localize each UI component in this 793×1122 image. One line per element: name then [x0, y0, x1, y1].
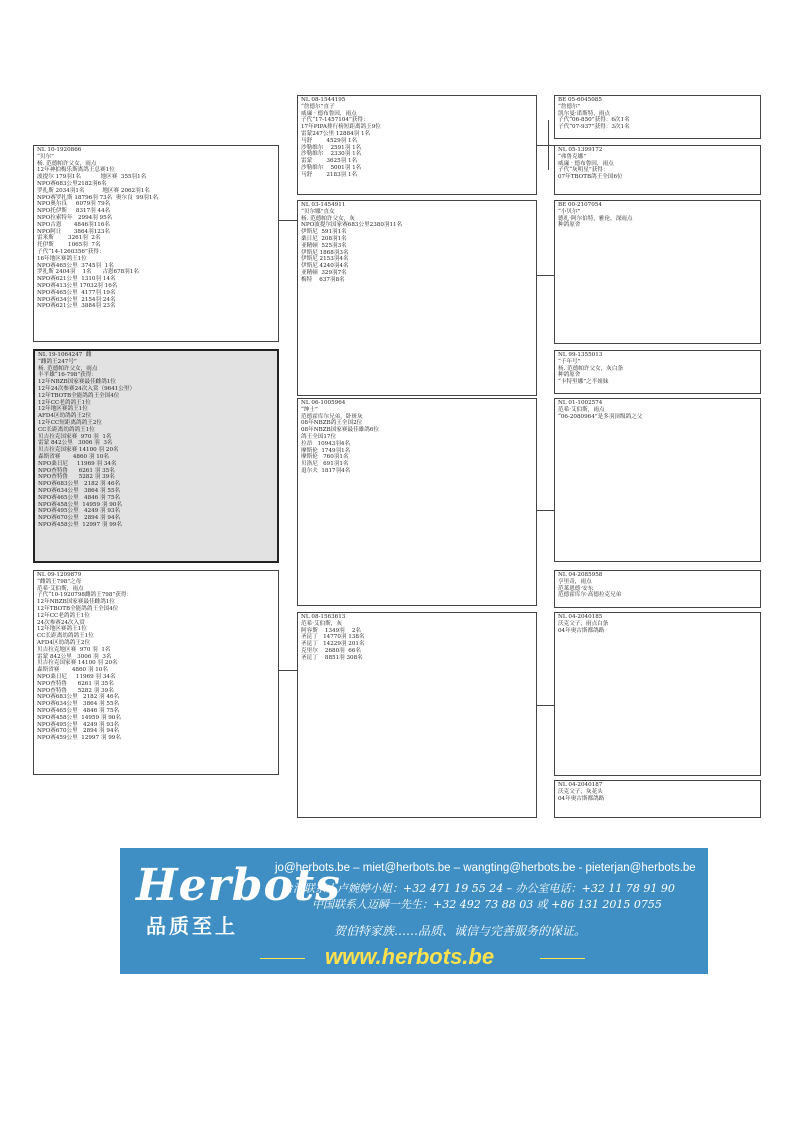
pedigree-line: 范德霍库尔·高德拉克兄弟: [558, 592, 622, 599]
pedigree-line: 12年TBOTB全能鸽鸽王全国4位: [37, 605, 119, 612]
pedigree-line: NPO赛458公里 12997 羽 99名: [38, 521, 122, 528]
pedigree-line: 贝吉拉克国家赛 14100 羽 20名: [38, 447, 119, 454]
connector: [279, 220, 297, 221]
pedigree-line: NPO赛634公里 3864 羽 55名: [37, 701, 120, 708]
sire-dam-card: [297, 200, 537, 396]
pedigree-line: NPO古恩 4846羽116名: [37, 221, 110, 228]
pedigree-line: 贝吉拉克国家赛 14100 羽 20名: [37, 660, 118, 667]
pedigree-line: “小贝尔”: [558, 208, 581, 215]
card-text: [558, 572, 757, 599]
pedigree-line: 雷蒙247公里 12884羽 1名: [301, 130, 371, 137]
pedigree-line: NPO查特鲁 6261 羽 35名: [38, 467, 115, 474]
pedigree-line: NPO赛458公里 14959 羽 90名: [38, 501, 122, 508]
pedigree-line: 拉昂 10943羽4名: [301, 440, 351, 447]
pedigree-line: 摩斯伦 760羽1名: [301, 454, 349, 461]
pedigree-line: NL 08-1563613: [301, 614, 346, 620]
pedigree-line: NPO阿让 3864羽123名: [37, 228, 110, 235]
pedigree-line: “贝尔娜”直女: [301, 208, 335, 215]
pedigree-line: NPO赛683公里 2182 羽 46名: [38, 481, 121, 488]
pedigree-line: 托伊斯 1065羽 7名: [37, 242, 101, 249]
banner-emails: jo@herbots.be – miet@herbots.be – wangting@herbots.be - pieterjan@herbots.be: [275, 862, 696, 874]
pedigree-line: 罗扎斯 2034羽1名 地区赛 2062羽1名: [37, 187, 150, 194]
pedigree-line: “贝尔”: [37, 153, 54, 160]
pedigree-line: NPO赛683公里 2182 羽 46名: [37, 694, 120, 701]
pedigree-line: 马舒 4529羽 1名: [301, 137, 358, 144]
card-text: [558, 400, 757, 420]
pedigree-line: NPO赛458公里 14959 羽 90名: [37, 714, 121, 721]
pedigree-line: 范德霍库尔兄弟，卧斑灰: [301, 413, 363, 420]
subject-pigeon-card: [33, 349, 279, 563]
card-text: [38, 352, 274, 529]
sire-dam-sire-card: [554, 200, 761, 344]
pedigree-line: 马舒 2183羽 1名: [301, 171, 358, 178]
pedigree-line: NPO赛465公里 4846 羽 75名: [37, 707, 120, 714]
pedigree-line: NPO桑日尼 11969 羽 34名: [38, 460, 117, 467]
connector: [548, 120, 549, 170]
pedigree-line: 摩斯伦 1749羽1名: [301, 447, 351, 454]
pedigree-line: 范希·艾伯斯，灰: [301, 620, 342, 627]
card-text: [558, 352, 757, 386]
pedigree-line: 杨. 范德帕许父女，灰: [301, 215, 355, 222]
pedigree-line: NPO波提尔国家赛683公里2380羽11名: [301, 222, 403, 229]
pedigree-line: NPO赛683公里2182羽6名: [37, 180, 107, 187]
pedigree-line: “雌鸽王247号”: [38, 358, 77, 365]
pedigree-line: 罗扎斯 2404羽 1名 古恩678羽1名: [37, 269, 139, 276]
pedigree-line: 沙勒维尔 5001羽 1名: [301, 164, 362, 171]
pedigree-line: NL 99-1355013: [558, 352, 603, 358]
dam-dam-card: [297, 612, 537, 818]
pedigree-line: NL 06-1005964: [301, 400, 346, 406]
dam-card: [33, 570, 279, 775]
pedigree-line: 种鸽原舍: [558, 372, 581, 379]
pedigree-line: 子代“灰明星”获得：: [558, 167, 609, 174]
connector: [279, 670, 297, 671]
pedigree-line: 杨. 范德帕许父女，雨点: [37, 160, 97, 167]
pedigree-line: NPO奥尔良 6079羽 79名: [37, 201, 111, 208]
pedigree-line: 雷蒙 842公里 3006 羽 3名: [37, 653, 112, 660]
pedigree-line: 范希·艾伯斯，雨点: [37, 585, 84, 592]
pedigree-line: 亨里奇，雨点: [558, 578, 592, 585]
pedigree-line: 24次参赛24次入赏: [37, 619, 85, 626]
banner-website-link[interactable]: www.herbots.be: [325, 944, 495, 969]
pedigree-line: 子代“17-1457104”获得：: [301, 117, 369, 124]
sire-sire-dam-card: [554, 145, 761, 195]
pedigree-line: NL 05-1399172: [558, 147, 603, 153]
pedigree-line: 12年NBZB国家赛最佳雌鸽1位: [38, 379, 117, 386]
pedigree-line: 16年地区赛鸽王1位: [37, 255, 87, 262]
pedigree-line: AFD4区幼鸽鸽王2位: [37, 639, 91, 646]
pedigree-line: NL 19-1064247 雌: [38, 352, 92, 358]
pedigree-line: 阿容斯 1349羽 2名: [301, 627, 361, 634]
pedigree-line: 04年奥古斯都鸽路: [558, 627, 605, 634]
pedigree-line: BE 05-6045085: [558, 97, 602, 103]
pedigree-line: 鸽王全国17位: [301, 433, 337, 440]
pedigree-line: 12年CC短距离鸽鸽王2位: [38, 419, 102, 426]
connector: [537, 510, 554, 511]
pedigree-line: 12年NBZB国家赛最佳雌鸽1位: [37, 599, 116, 606]
pedigree-line: 雷蒙 842公里 3006 羽 3名: [38, 440, 113, 447]
pedigree-line: 贝吉拉克地区赛 970 羽 1名: [37, 646, 111, 653]
sire-sire-card: [297, 95, 537, 195]
pedigree-line: 08年NBZB鸽王全国2位: [301, 420, 363, 427]
pedigree-line: NPO赛495公里 4249 羽 93名: [37, 721, 120, 728]
pedigree-line: NPO赛465公里 3745羽 1名: [37, 262, 114, 269]
pedigree-line: AFD4区幼鸽鸽王2位: [38, 413, 92, 420]
pedigree-line: 子代“06-850”获得：6次1名: [558, 117, 630, 124]
dam-sire-dam-card: [554, 570, 761, 608]
pedigree-line: 伊斯尼 4240羽4名: [301, 263, 349, 270]
pedigree-line: 桑日尼 208羽1名: [301, 235, 347, 242]
pedigree-line: 威廉 · 德布鲁因，雨点: [301, 110, 357, 117]
banner-contact-cn: 中国联系人迈瞬一先生：+32 492 73 88 03 或 +86 131 2015 0755: [312, 898, 662, 911]
pedigree-line: 种鸽原舍: [558, 222, 581, 229]
pedigree-line: NPO赛413公里 17032羽 16名: [37, 282, 118, 289]
card-text: [37, 147, 275, 310]
card-text: [37, 572, 275, 742]
pedigree-line: NL 10-1920866: [37, 147, 82, 153]
pedigree-line: 12年地区赛鸽王1位: [38, 406, 88, 413]
pedigree-line: 圣昆丁 14229羽 201名: [301, 641, 365, 648]
pedigree-line: NL 08-1544195: [301, 97, 346, 103]
pedigree-line: 亚精顿 525羽3名: [301, 242, 347, 249]
pedigree-line: NPO赛634公里 3864 羽 55名: [38, 487, 121, 494]
connector: [537, 275, 554, 276]
pedigree-line: 伊斯尼 591羽1名: [301, 229, 347, 236]
pedigree-line: NPO赛465公里 4177羽 19名: [37, 289, 116, 296]
sire-dam-dam-card: [554, 350, 761, 394]
pedigree-line: 沃克父子，雨点白条: [558, 620, 609, 627]
pedigree-line: NPO桑日尼 11969 羽 34名: [37, 673, 116, 680]
connector: [537, 705, 554, 706]
pedigree-line: NL 04-2040187: [558, 782, 603, 788]
card-text: [301, 97, 533, 179]
pedigree-line: 杨. 范德帕许父女，雨点: [38, 365, 98, 372]
banner-tagline: 贺伯特家族……品质、诚信与完善服务的保证。: [334, 924, 587, 938]
pedigree-line: 退尔夫 1817羽4名: [301, 467, 351, 474]
pedigree-line: 森斯省赛 4860 羽 10名: [37, 667, 108, 674]
pedigree-line: 08年NBZB国家赛最佳雄鸽6位: [301, 427, 380, 434]
pedigree-line: NPO赛634公里 2154羽 24名: [37, 296, 116, 303]
dam-sire-sire-card: [554, 398, 761, 562]
divider: [540, 958, 585, 959]
pedigree-line: 伊斯尼 2153羽4名: [301, 256, 349, 263]
pedigree-line: 17年PIPA排行榜短距离鸽王9位: [301, 124, 381, 131]
pedigree-line: 圣昆丁 8851羽 308名: [301, 654, 363, 661]
pedigree-line: CC长距离幼鸽鸽王1位: [38, 426, 95, 433]
pedigree-line: “06-2080964”是多羽顶级鸽之父: [558, 413, 643, 420]
pedigree-line: CC长距离幼鸽鸽王1位: [37, 633, 94, 640]
card-text: [558, 782, 757, 802]
pedigree-line: NPO赛459公里 12997 羽 99名: [37, 735, 121, 742]
pedigree-line: NL 04-2085958: [558, 572, 603, 578]
pedigree-line: 沃克父子，灰花头: [558, 788, 603, 795]
pedigree-line: 贝洛尼 691羽1名: [301, 461, 349, 468]
pedigree-line: NL 04-2040185: [558, 614, 603, 620]
dam-sire-card: [297, 398, 537, 606]
pedigree-line: 子代“10-1920798雌鸽王798”获得：: [37, 592, 133, 599]
herbots-banner: [120, 848, 708, 974]
pedigree-line: 贝吉拉克国家赛 970 羽 1名: [38, 433, 112, 440]
pedigree-line: NPO查特鲁 5282 羽 39名: [37, 687, 114, 694]
pedigree-line: “詹德尔”: [558, 103, 581, 110]
pedigree-line: 杨. 范德帕许父女，灰白条: [558, 365, 624, 372]
pedigree-line: “绅士”: [301, 406, 318, 413]
pedigree-line: “弗鲁克娜”: [558, 153, 587, 160]
pedigree-line: 梅特 637羽8名: [301, 276, 345, 283]
pedigree-line: NPO赛621公里 1310羽 14名: [37, 276, 116, 283]
sire-sire-sire-card: [554, 95, 761, 139]
pedigree-line: 圣昆丁 14770羽 138名: [301, 634, 365, 641]
pedigree-line: 12年24次参赛24次入赏（9641公里）: [38, 385, 136, 392]
card-text: [301, 400, 533, 475]
pedigree-line: 沙勒维尔 2591羽 1名: [301, 144, 362, 151]
pedigree-line: “千年号”: [558, 358, 581, 365]
pedigree-line: 伊斯尼 1868羽3名: [301, 249, 349, 256]
pedigree-line: 子代“14-1260356”获得：: [37, 248, 105, 255]
pedigree-line: 德扎·阿尔伯特，雅伦，深雨点: [558, 215, 633, 222]
sire-card: [33, 145, 279, 342]
pedigree-line: 12年CC老鸽鸽王1位: [37, 612, 90, 619]
banner-contact-tw: 台湾联系人卢婉婷小姐：+32 471 19 55 24 – 办公室电话：+32 11 78 91 90: [282, 882, 675, 895]
pedigree-line: 07年TBOTB鸽王全国6位: [558, 174, 623, 181]
pedigree-line: NPO查特鲁 5282 羽 39名: [38, 474, 115, 481]
pedigree-line: NPO拉索特年 2994羽 95名: [37, 214, 113, 221]
pedigree-line: 沙勒维尔 2330羽 1名: [301, 151, 362, 158]
pedigree-line: 12年地区赛鸽王1位: [37, 626, 87, 633]
pedigree-line: 雷米斯 3261羽 2名: [37, 235, 101, 242]
connector: [537, 145, 554, 146]
pedigree-line: 森斯省赛 4860 羽 10名: [38, 453, 109, 460]
divider: [260, 958, 305, 959]
pedigree-line: NL 03-1454911: [301, 202, 346, 208]
pedigree-line: 12年TBOTB全能鸽鸽王全国4位: [38, 392, 120, 399]
pedigree-line: NPO赛495公里 4249 羽 93名: [38, 508, 121, 515]
pedigree-line: NL 01-1002574: [558, 400, 603, 406]
pedigree-line: BE 00-2107054: [558, 202, 602, 208]
pedigree-line: NL 09-1209879: [37, 572, 82, 578]
pedigree-line: 04年奥古斯都鸽路: [558, 795, 605, 802]
card-text: [558, 97, 757, 131]
herbots-logo: Herbots: [136, 860, 341, 911]
pedigree-line: 雷蒙 3625羽 1名: [301, 158, 358, 165]
pedigree-line: NPO赛670公里 2894 羽 94名: [38, 515, 121, 522]
dam-dam-sire-card: [554, 612, 761, 776]
banner-slogan: 品质至上: [146, 914, 238, 938]
pedigree-line: 亚精顿 329羽7名: [301, 269, 347, 276]
card-text: [301, 202, 533, 284]
pedigree-line: NPO赛621公里 3884羽 23名: [37, 303, 116, 310]
pedigree-line: 12年神拍梅乐斯离鸽王总赛1位: [37, 167, 115, 174]
pedigree-line: 波提尔 179羽1名 地区赛 355羽1名: [37, 174, 147, 181]
pedigree-line: 克里尔 2680羽 66名: [301, 647, 361, 654]
pedigree-line: 丰平雄“16-798”获得：: [38, 372, 97, 379]
card-text: [558, 147, 757, 181]
pedigree-line: 范莱恩德·安东: [558, 585, 594, 592]
dam-dam-dam-card: [554, 780, 761, 818]
pedigree-line: 子代“07-937”获得：3次1名: [558, 124, 630, 131]
pedigree-line: NPO查特鲁 6261 羽 35名: [37, 680, 114, 687]
pedigree-line: NPO赛670公里 2894 羽 94名: [37, 728, 120, 735]
card-text: [558, 202, 757, 229]
pedigree-line: “卡特里娜”之半姐妹: [558, 379, 609, 386]
pedigree-line: NPO托伊斯 8317羽 44名: [37, 208, 111, 215]
pedigree-line: 12年CC老鸽鸽王1位: [38, 399, 91, 406]
pedigree-line: NPO赛罗扎斯 18796羽 73名 奥尔良 99羽1名: [37, 194, 159, 201]
pedigree-line: “詹德尔”直子: [301, 103, 335, 110]
pedigree-line: 威廉 · 德布鲁因，雨点: [558, 160, 614, 167]
card-text: [301, 614, 533, 662]
pedigree-line: 凯尔曼·诺斯特，雨点: [558, 110, 611, 117]
card-text: [558, 614, 757, 634]
pedigree-line: “雌鸽王798”之母: [37, 578, 82, 585]
pedigree-line: 范希·艾伯斯，雨点: [558, 406, 605, 413]
pedigree-line: NPO赛465公里 4846 羽 75名: [38, 494, 121, 501]
